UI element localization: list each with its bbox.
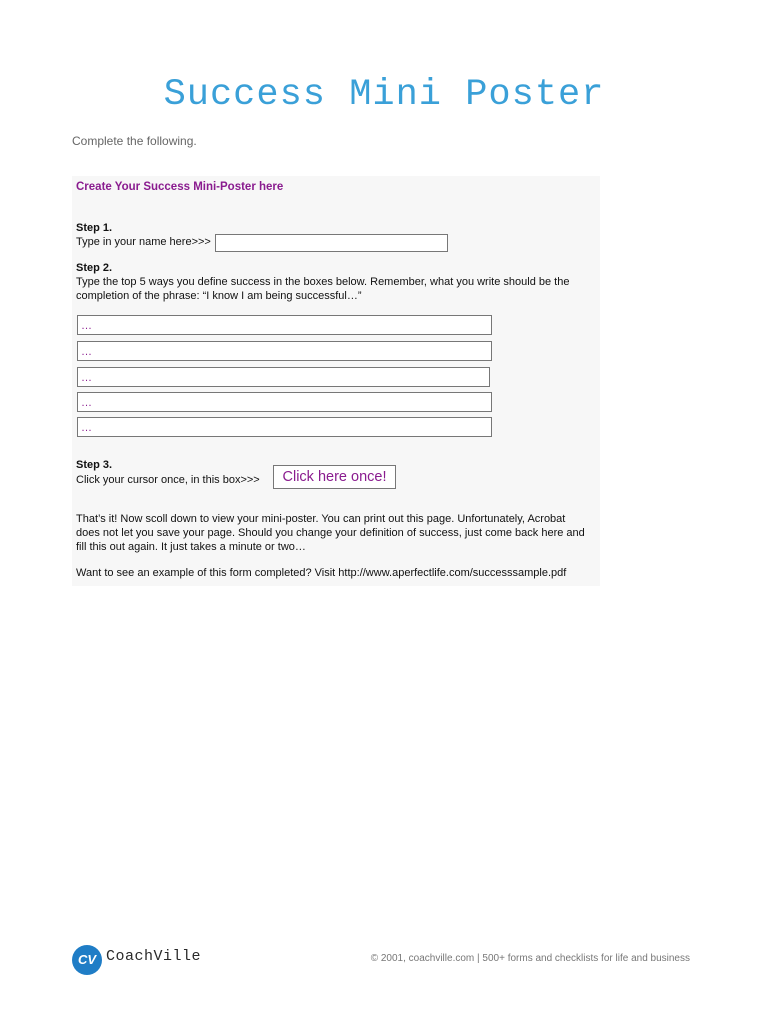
intro-text: Complete the following. (72, 134, 197, 148)
success-box-2[interactable]: … (77, 341, 492, 361)
footer-copyright: © 2001, coachville.com | 500+ forms and checklists for life and business (370, 953, 690, 964)
closing-line3: fill this out again. It just takes a minute or two… (76, 541, 306, 553)
click-here-once-button[interactable]: Click here once! (273, 465, 396, 489)
form-heading: Create Your Success Mini-Poster here (76, 181, 284, 193)
coachville-logo-icon: CV (72, 945, 102, 975)
step3-text: Click your cursor once, in this box>>> (76, 474, 260, 486)
success-box-5[interactable]: … (77, 417, 492, 437)
closing-line2: does not let you save your page. Should you change your definition of success, just come back here and (76, 527, 585, 539)
mini-poster-form (72, 176, 600, 586)
step3-label: Step 3. (76, 459, 113, 471)
example-link-text: Want to see an example of this form completed? Visit http://www.aperfectlife.com/successsample.pdf (76, 567, 567, 579)
page-title: Success Mini Poster (163, 74, 605, 116)
step2-label: Step 2. (76, 262, 113, 274)
step1-label: Step 1. (76, 222, 113, 234)
success-box-4[interactable]: … (77, 392, 492, 412)
step2-line2: completion of the phrase: “I know I am being successful…” (76, 290, 362, 302)
step1-text: Type in your name here>>> (76, 236, 211, 248)
name-input[interactable] (215, 234, 448, 252)
closing-line1: That’s it! Now scoll down to view your mini-poster. You can print out this page. Unfortunately, Acrobat (76, 513, 566, 525)
step2-line1: Type the top 5 ways you define success in the boxes below. Remember, what you write should be the (76, 276, 570, 288)
success-box-3[interactable]: … (77, 367, 490, 387)
footer-brand: CoachVille (106, 948, 202, 965)
success-box-1[interactable]: … (77, 315, 492, 335)
